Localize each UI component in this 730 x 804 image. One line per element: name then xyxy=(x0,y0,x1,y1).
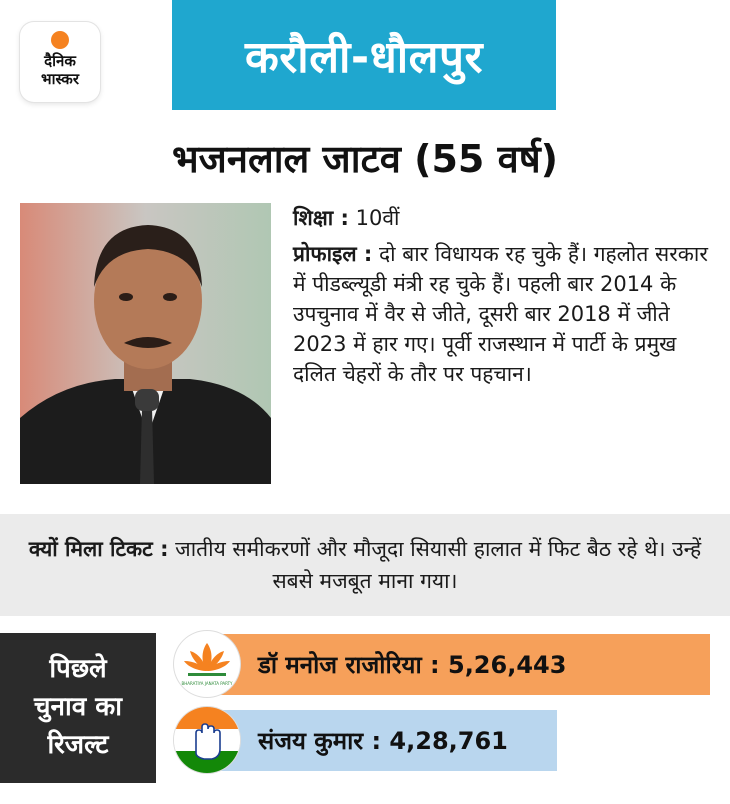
congress-candidate-result: संजय कुमार : 4,28,761 xyxy=(258,727,508,755)
candidate-name: भजनलाल जाटव (55 वर्ष) xyxy=(171,137,559,181)
profile-label: प्रोफाइल : xyxy=(293,242,373,266)
result-heading-line-1: पिछले xyxy=(49,654,107,684)
result-heading-line-3: रिजल्ट xyxy=(47,730,109,760)
ticket-reason-text-block xyxy=(18,533,712,597)
result-bar-bjp xyxy=(206,634,710,695)
congress-hand-icon xyxy=(174,707,240,773)
bjp-logo-text: BHARATIYA JANATA PARTY xyxy=(181,681,233,686)
ticket-label: क्यों मिला टिकट : xyxy=(28,537,169,561)
logo-line-1: दैनिक xyxy=(44,52,76,70)
candidate-portrait-illustration xyxy=(20,203,271,484)
candidate-info xyxy=(293,203,713,389)
education-label: शिक्षा : xyxy=(293,206,349,230)
previous-result-heading xyxy=(0,633,156,783)
district-title: करौली-धौलपुर xyxy=(172,0,556,110)
profile-paragraph xyxy=(293,239,713,389)
candidate-photo xyxy=(20,203,271,484)
bjp-candidate-result: डॉ मनोज राजोरिया : 5,26,443 xyxy=(258,651,567,679)
education-line xyxy=(293,203,713,233)
result-bar-congress xyxy=(206,710,557,771)
education-value: 10वीं xyxy=(348,206,400,230)
result-heading-line-2: चुनाव का xyxy=(34,692,122,722)
ticket-text: जातीय समीकरणों और मौजूदा सियासी हालात में फिट बैठ रहे थे। उन्हें सबसे मजबूत माना गया। xyxy=(168,537,702,593)
bjp-lotus-icon xyxy=(174,631,240,697)
ticket-reason-panel xyxy=(0,514,730,616)
dainik-bhaskar-logo xyxy=(20,22,100,102)
profile-text: दो बार विधायक रह चुके हैं। गहलोत सरकार में पीडब्ल्यूडी मंत्री रह चुके हैं। पहली बार 2014 के उपचुनाव में वैर से जीते, दूसरी बार 2018 में जीते 2023 में हार गए। पूर्वी राजस्थान में पार्टी के प्रमुख दलित चेहरों के तौर पर पहचान। xyxy=(293,242,708,386)
logo-line-2: भास्कर xyxy=(41,70,79,88)
sun-icon xyxy=(51,31,69,49)
